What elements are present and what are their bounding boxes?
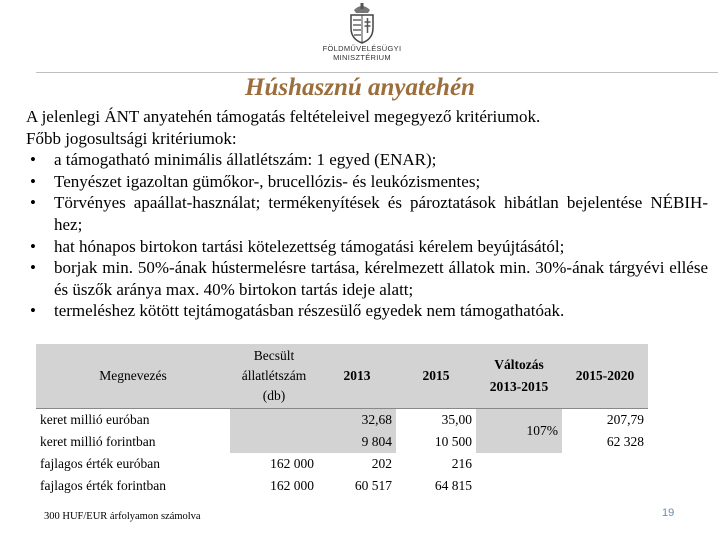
change-value: 107% — [476, 409, 562, 453]
criteria-item: • borjak min. 50%-ának hústermelésre tartása, kérelmezett állatok min. 30%-ának tárgyévi ellése és üszők aránya max. 40% birtokon tartás ideje alatt; — [26, 257, 708, 300]
logo-line-1: FÖLDMŰVELÉSÜGYI — [322, 44, 402, 53]
coat-of-arms-icon — [345, 2, 379, 44]
header-headcount: Becsült állatlétszám (db) — [230, 344, 318, 409]
row-2013: 60 517 — [318, 475, 396, 497]
row-period — [562, 453, 648, 475]
footnote: 300 HUF/EUR árfolyamon számolva — [44, 511, 201, 522]
row-2015: 35,00 — [396, 409, 476, 431]
header-name: Megnevezés — [36, 344, 230, 409]
table-row — [36, 409, 648, 431]
row-2015: 64 815 — [396, 475, 476, 497]
intro-line-1: A jelenlegi ÁNT anyatehén támogatás feltételeivel megegyező kritériumok. — [26, 107, 541, 126]
slide-title: Húshasznú anyatehén — [245, 74, 475, 101]
row-period — [562, 475, 648, 497]
row-headcount — [230, 431, 318, 453]
table-header-row — [36, 344, 648, 409]
criteria-item: • hat hónapos birtokon tartási kötelezettség támogatási kérelem beyújtásától; — [26, 236, 708, 258]
row-name: fajlagos érték forintban — [36, 475, 230, 497]
row-2015: 10 500 — [396, 431, 476, 453]
row-period: 207,79 — [562, 409, 648, 431]
header-2015: 2015 — [396, 344, 476, 409]
budget-table — [36, 344, 648, 497]
criteria-item: • Törvényes apaállat-használat; termékenyítések és pároztatások hibátlan bejelentése NÉBIH-hez; — [26, 192, 708, 235]
table-row — [36, 453, 648, 475]
table-row — [36, 475, 648, 497]
ministry-logo — [322, 2, 402, 68]
logo-line-2: MINISZTÉRIUM — [333, 53, 391, 62]
criteria-item: • termeléshez kötött tejtámogatásban részesülő egyedek nem támogathatóak. — [26, 300, 708, 322]
header-change: Változás 2013-2015 — [476, 344, 562, 409]
row-period: 62 328 — [562, 431, 648, 453]
criteria-item: • Tenyészet igazoltan gümőkor-, brucellózis- és leukózismentes; — [26, 171, 708, 193]
page-number: 19 — [662, 507, 675, 519]
row-change — [476, 453, 562, 475]
criteria-item: • a támogatható minimális állatlétszám: 1 egyed (ENAR); — [26, 149, 708, 171]
row-headcount: 162 000 — [230, 475, 318, 497]
row-2013: 202 — [318, 453, 396, 475]
row-2015: 216 — [396, 453, 476, 475]
row-change — [476, 475, 562, 497]
header-2013: 2013 — [318, 344, 396, 409]
criteria-list — [26, 149, 708, 322]
row-name: fajlagos érték euróban — [36, 453, 230, 475]
row-headcount: 162 000 — [230, 453, 318, 475]
intro-line-2: Főbb jogosultsági kritériumok: — [26, 128, 237, 148]
row-name: keret millió forintban — [36, 431, 230, 453]
slide-body — [26, 106, 708, 322]
row-2013: 9 804 — [318, 431, 396, 453]
header-period: 2015-2020 — [562, 344, 648, 409]
row-headcount — [230, 409, 318, 431]
row-2013: 32,68 — [318, 409, 396, 431]
row-name: keret millió euróban — [36, 409, 230, 431]
